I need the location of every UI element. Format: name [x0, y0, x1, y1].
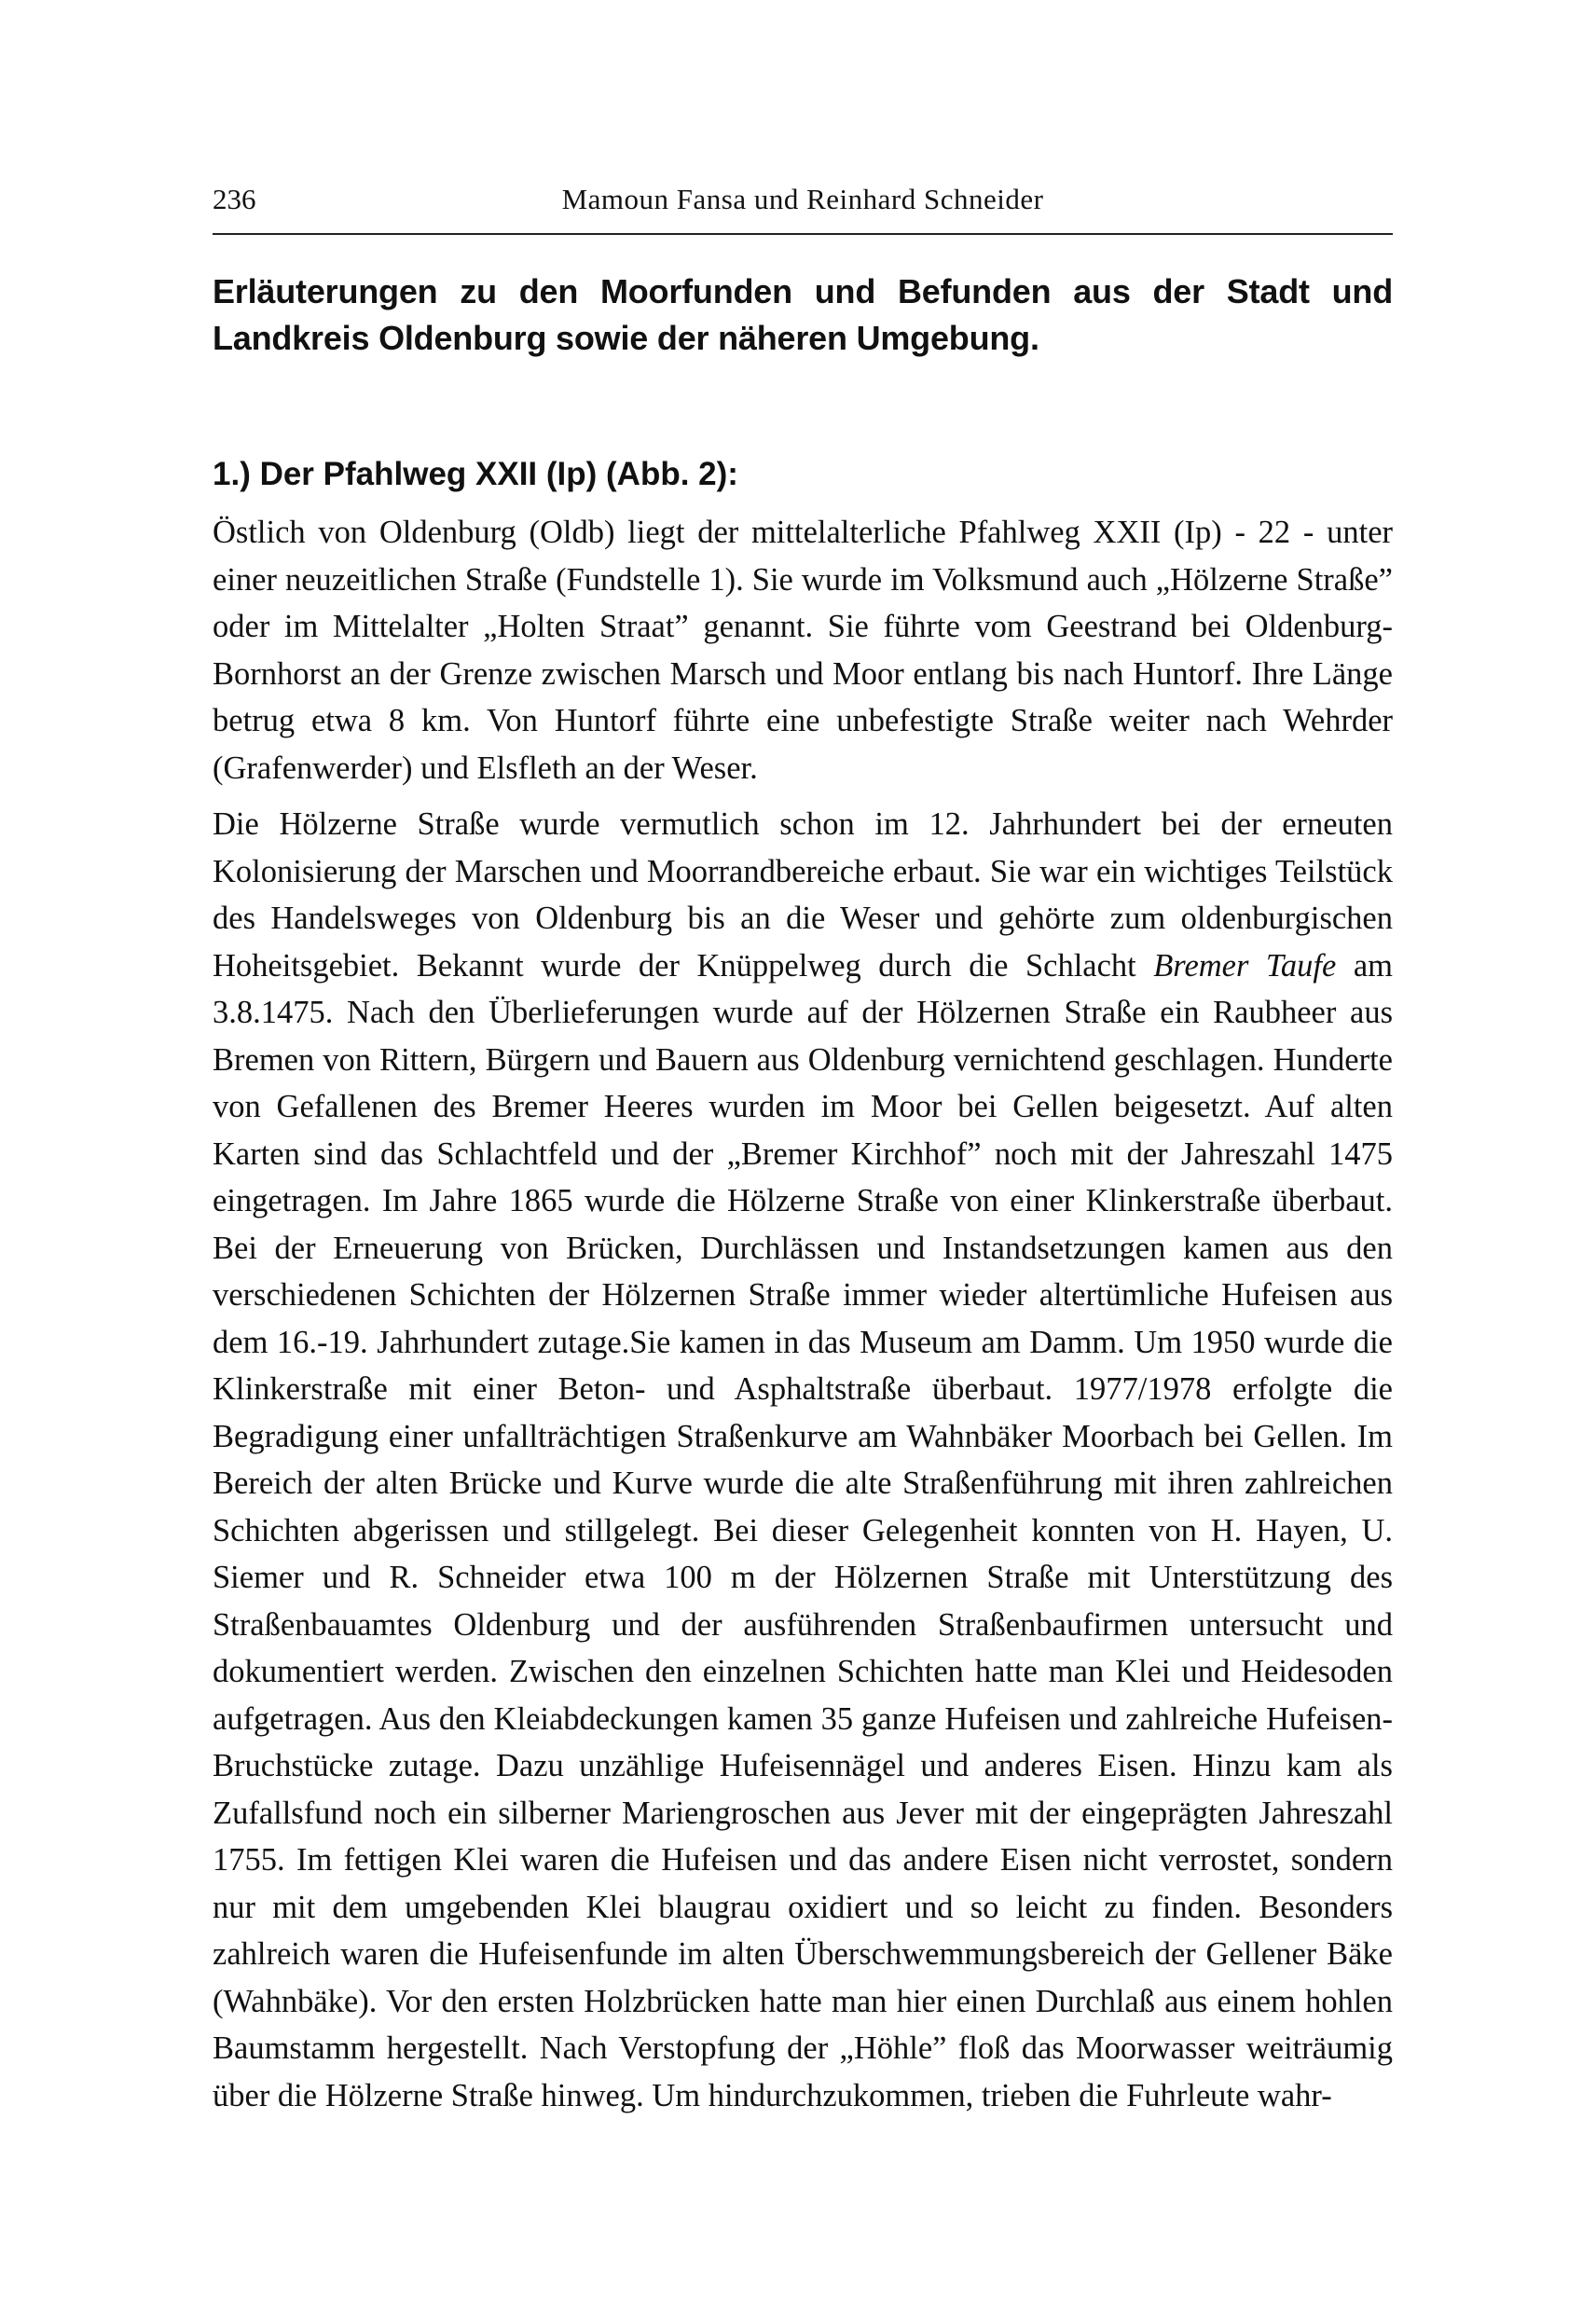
page-body [213, 252, 1393, 2119]
running-head: Mamoun Fansa und Reinhard Schneider [561, 183, 1044, 215]
section-title: Erläuterungen zu den Moorfunden und Befunden aus der Stadt und Landkreis Oldenburg sowie der näheren Umgebung. [213, 272, 1393, 357]
page-number: 236 [213, 183, 256, 215]
paragraph-2-text-a: Die Hölzerne Straße wurde vermutlich schon im 12. Jahrhundert bei der erneuten Kolonisierung der Marschen und Moorrandbereiche erbaut. Sie war ein wichtiges Teilstück des Handelsweges von Oldenburg bis an die Weser und gehörte zum oldenburgischen Hoheitsgebiet. Bekannt wurde der Knüppelweg durch die Schlacht [213, 806, 1393, 984]
page-header [213, 177, 1393, 222]
header-rule [213, 233, 1393, 235]
battle-name-italic: Bremer Taufe [1153, 947, 1337, 984]
paragraph-2-text-b: am 3.8.1475. Nach den Überlieferungen wurde auf der Hölzernen Straße ein Raubheer aus Bremen von Rittern, Bürgern und Bauern aus Oldenburg vernichtend geschlagen. Hunderte von Gefallenen des Bremer Heeres wurden im Moor bei Gellen beigesetzt. Auf alten Karten sind das Schlachtfeld und der „Bremer Kirchhof” noch mit der Jahreszahl 1475 eingetragen. Im Jahre 1865 wurde die Hölzerne Straße von einer Klinkerstraße überbaut. Bei der Erneuerung von Brücken, Durchlässen und Instandsetzungen kamen aus den verschiedenen Schichten der Hölzernen Straße immer wieder altertümliche Hufeisen aus dem 16.-19. Jahrhundert zutage.Sie kamen in das Museum am Damm. Um 1950 wurde die Klinkerstraße mit einer Beton- und Asphaltstraße überbaut. 1977/1978 erfolgte die Begradigung einer unfallträchtigen Straßenkurve am Wahnbäker Moorbach bei Gellen. Im Bereich der alten Brücke und Kurve wurde die alte Straßenführung mit ihren zahlreichen Schichten abgerissen und stillgelegt. Bei dieser Gelegenheit konnten von H. Hayen, U. Siemer und R. Schneider etwa 100 m der Hölzernen Straße mit Unterstützung des Straßenbauamtes Oldenburg und der ausführenden Straßenbaufirmen untersucht und dokumentiert werden. Zwischen den einzelnen Schichten hatte man Klei und Heidesoden aufgetragen. Aus den Kleiabdeckungen kamen 35 ganze Hufeisen und zahlreiche Hufeisen-Bruchstücke zutage. Dazu unzählige Hufeisennägel und anderes Eisen. Hinzu kam als Zufallsfund noch ein silberner Mariengroschen aus Jever mit der eingeprägten Jahreszahl 1755. Im fettigen Klei waren die Hufeisen und das andere Eisen nicht verrostet, sondern nur mit dem umgebenden Klei blaugrau oxidiert und so leicht zu finden. Besonders zahlreich waren die Hufeisenfunde im alten Überschwemmungsbereich der Gellener Bäke (Wahnbäke). Vor den ersten Holzbrücken hatte man hier einen Durchlaß aus einem hohlen Baumstamm hergestellt. Nach Verstopfung der „Höhle” floß das Moorwasser weiträumig über die Hölzerne Straße hinweg. Um hindurchzukommen, trieben die Fuhrleute wahr- [213, 947, 1393, 2113]
paragraph-1: Östlich von Oldenburg (Oldb) liegt der mittelalterliche Pfahlweg XXII (Ip) - 22 - unter einer neuzeitlichen Straße (Fundstelle 1). Sie wurde im Volksmund auch „Hölzerne Straße” oder im Mittelalter „Holten Straat” genannt. Sie führte vom Geestrand bei Oldenburg-Bornhorst an der Grenze zwischen Marsch und Moor entlang bis nach Huntorf. Ihre Länge betrug etwa 8 km. Von Huntorf führte eine unbefestigte Straße weiter nach Wehrder (Grafenwerder) und Elsfleth an der Weser. [213, 515, 1393, 786]
subheading-pfahlweg: 1.) Der Pfahlweg XXII (Ip) (Abb. 2): [213, 456, 738, 492]
paragraph-2 [213, 801, 1393, 2119]
